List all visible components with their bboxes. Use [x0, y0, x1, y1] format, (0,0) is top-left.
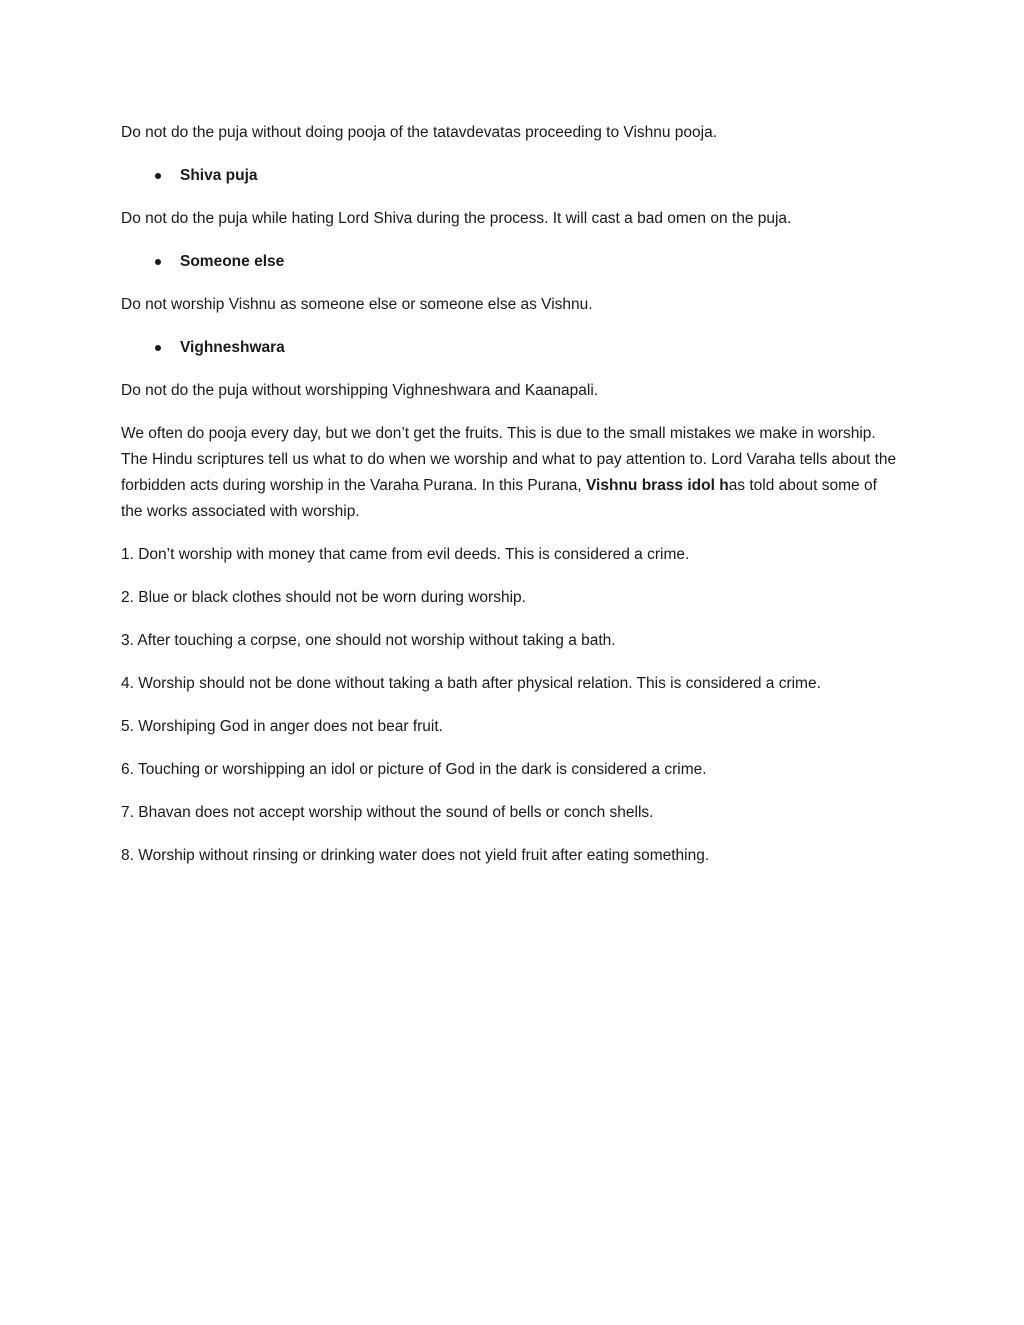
list-item-3: 3. After touching a corpse, one should not worship without taking a bath.: [121, 632, 616, 649]
bullet-dot-icon: [155, 259, 161, 265]
list-item-2: 2. Blue or black clothes should not be worn during worship.: [121, 589, 526, 606]
paragraph-text: as told about some of the works associated with worship.: [121, 477, 877, 520]
bullet-dot-icon: [155, 173, 161, 179]
paragraph-vighneshwara: Do not do the puja without worshipping Vighneshwara and Kaanapali.: [121, 382, 599, 399]
bullet-someone-else: [121, 249, 901, 275]
list-item-1: 1. Don’t worship with money that came from evil deeds. This is considered a crime.: [121, 546, 690, 563]
paragraph-someone-else: Do not worship Vishnu as someone else or someone else as Vishnu.: [121, 296, 593, 313]
bullet-shiva-puja: [121, 163, 901, 189]
bullet-vighneshwara: [121, 335, 901, 361]
paragraph-shiva: Do not do the puja while hating Lord Shiva during the process. It will cast a bad omen on the puja.: [121, 210, 792, 227]
list-item-6: 6. Touching or worshipping an idol or picture of God in the dark is considered a crime.: [121, 761, 707, 778]
bold-link-text: Vishnu brass idol h: [586, 477, 729, 494]
list-item-8: 8. Worship without rinsing or drinking water does not yield fruit after eating something.: [121, 847, 710, 864]
bullet-label: Vighneshwara: [180, 339, 285, 356]
paragraph-tatavdevatas: Do not do the puja without doing pooja of the tatavdevatas proceeding to Vishnu pooja.: [121, 124, 718, 141]
list-item-4: 4. Worship should not be done without taking a bath after physical relation. This is considered a crime.: [121, 675, 821, 692]
paragraph-varaha-purana: [121, 421, 901, 525]
list-item-5: 5. Worshiping God in anger does not bear fruit.: [121, 718, 443, 735]
document-body: [121, 120, 901, 886]
paragraph-text: We often do pooja every day, but we don’t get the fruits. This is due to the small mistakes we make in worship. The Hindu scriptures tell us what to do when we worship and what to pay attention to. Lord Varaha tells about the forbidden acts during worship in the Varaha Purana. In this Purana,: [121, 425, 897, 494]
bullet-label: Someone else: [180, 253, 285, 270]
list-item-7: 7. Bhavan does not accept worship without the sound of bells or conch shells.: [121, 804, 654, 821]
bullet-label: Shiva puja: [180, 167, 258, 184]
bullet-dot-icon: [155, 345, 161, 351]
